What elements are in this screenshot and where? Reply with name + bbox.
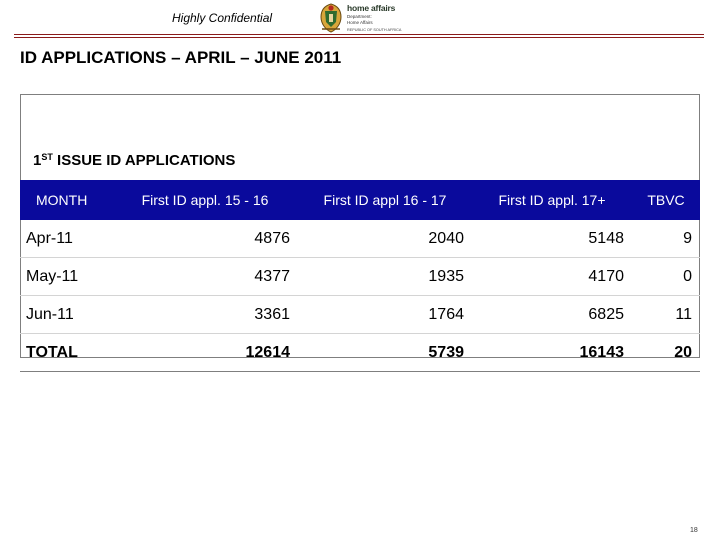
column-header-month: MONTH — [20, 180, 112, 220]
id-applications-table — [20, 180, 700, 372]
table-row — [20, 220, 700, 258]
table-header-row — [20, 180, 700, 220]
total-value-cell: 5739 — [298, 334, 472, 372]
logo-department-label: Department: — [347, 14, 372, 19]
total-label-cell: TOTAL — [20, 334, 112, 372]
header-rule-secondary — [14, 37, 704, 38]
section-heading — [33, 152, 235, 169]
table-total-row — [20, 334, 700, 372]
section-label: ISSUE ID APPLICATIONS — [52, 152, 236, 169]
value-cell: 1764 — [298, 296, 472, 334]
value-cell: 9 — [632, 220, 700, 258]
month-cell: May-11 — [20, 258, 112, 296]
total-value-cell: 16143 — [472, 334, 632, 372]
value-cell: 4377 — [112, 258, 298, 296]
month-cell: Jun-11 — [20, 296, 112, 334]
logo-department-name: Home Affairs — [347, 20, 373, 25]
value-cell: 0 — [632, 258, 700, 296]
value-cell: 5148 — [472, 220, 632, 258]
column-header-tbvc: TBVC — [632, 180, 700, 220]
header-rule — [14, 34, 704, 35]
logo-title: home affairs — [347, 3, 396, 13]
total-value-cell: 20 — [632, 334, 700, 372]
column-header-16-17: First ID appl 16 - 17 — [298, 180, 472, 220]
column-header-17-plus: First ID appl. 17+ — [472, 180, 632, 220]
table-row — [20, 296, 700, 334]
column-header-15-16: First ID appl. 15 - 16 — [112, 180, 298, 220]
value-cell: 3361 — [112, 296, 298, 334]
section-prefix: 1 — [33, 152, 42, 169]
value-cell: 4876 — [112, 220, 298, 258]
total-value-cell: 12614 — [112, 334, 298, 372]
page-number: 18 — [690, 527, 698, 534]
table-row — [20, 258, 700, 296]
value-cell: 6825 — [472, 296, 632, 334]
month-cell: Apr-11 — [20, 220, 112, 258]
value-cell: 2040 — [298, 220, 472, 258]
value-cell: 11 — [632, 296, 700, 334]
page-title: ID APPLICATIONS – APRIL – JUNE 2011 — [20, 48, 342, 67]
home-affairs-logo — [318, 2, 410, 36]
logo-republic-label: REPUBLIC OF SOUTH AFRICA — [347, 28, 402, 32]
value-cell: 4170 — [472, 258, 632, 296]
coat-of-arms-icon — [318, 2, 344, 34]
section-superscript: ST — [41, 152, 53, 162]
confidentiality-label: Highly Confidential — [172, 11, 273, 25]
value-cell: 1935 — [298, 258, 472, 296]
